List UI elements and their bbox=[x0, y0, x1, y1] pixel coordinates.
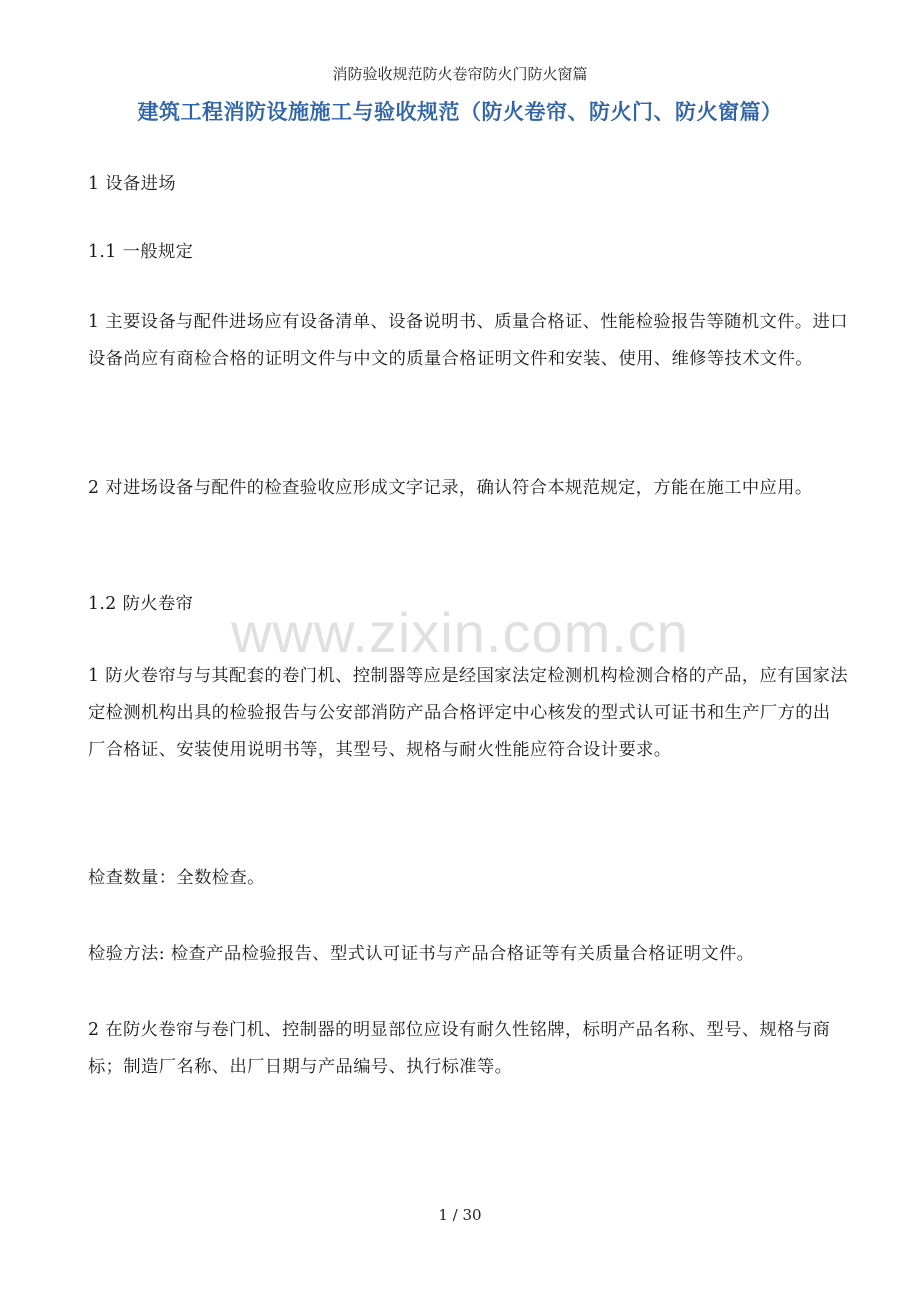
watermark: www.zixin.com.cn bbox=[231, 601, 689, 664]
subsection-heading-1-2: 1.2 防火卷帘 bbox=[88, 594, 194, 614]
page-number: 1 / 30 bbox=[438, 1206, 482, 1224]
paragraph-check-quantity: 检查数量：全数检查。 bbox=[88, 868, 265, 888]
paragraph-1-1-2: 2 对进场设备与配件的检查验收应形成文字记录，确认符合本规范规定，方能在施工中应用。 bbox=[88, 478, 813, 498]
subsection-heading-1-1: 1.1 一般规定 bbox=[88, 242, 194, 262]
section-heading-1: 1 设备进场 bbox=[88, 174, 177, 194]
paragraph-1-1-1: 1 主要设备与配件进场应有设备清单、设备说明书、质量合格证、性能检验报告等随机文件。进口设备尚应有商检合格的证明文件与中文的质量合格证明文件和安装、使用、维修等技术文件。 bbox=[88, 312, 848, 369]
document-title: 建筑工程消防设施施工与验收规范（防火卷帘、防火门、防火窗篇） bbox=[137, 99, 783, 124]
running-header: 消防验收规范防火卷帘防火门防火窗篇 bbox=[332, 65, 588, 83]
paragraph-check-method: 检验方法: 检查产品检验报告、型式认可证书与产品合格证等有关质量合格证明文件。 bbox=[88, 944, 755, 964]
paragraph-1-2-2: 2 在防火卷帘与卷门机、控制器的明显部位应设有耐久性铭牌，标明产品名称、型号、规格与商标；制造厂名称、出厂日期与产品编号、执行标准等。 bbox=[88, 1020, 831, 1077]
paragraph-1-2-1: 1 防火卷帘与与其配套的卷门机、控制器等应是经国家法定检测机构检测合格的产品，应有国家法定检测机构出具的检验报告与公安部消防产品合格评定中心核发的型式认可证书和生产厂方的出厂合格证、安装使用说明书等，其型号、规格与耐火性能应符合设计要求。 bbox=[88, 666, 848, 760]
